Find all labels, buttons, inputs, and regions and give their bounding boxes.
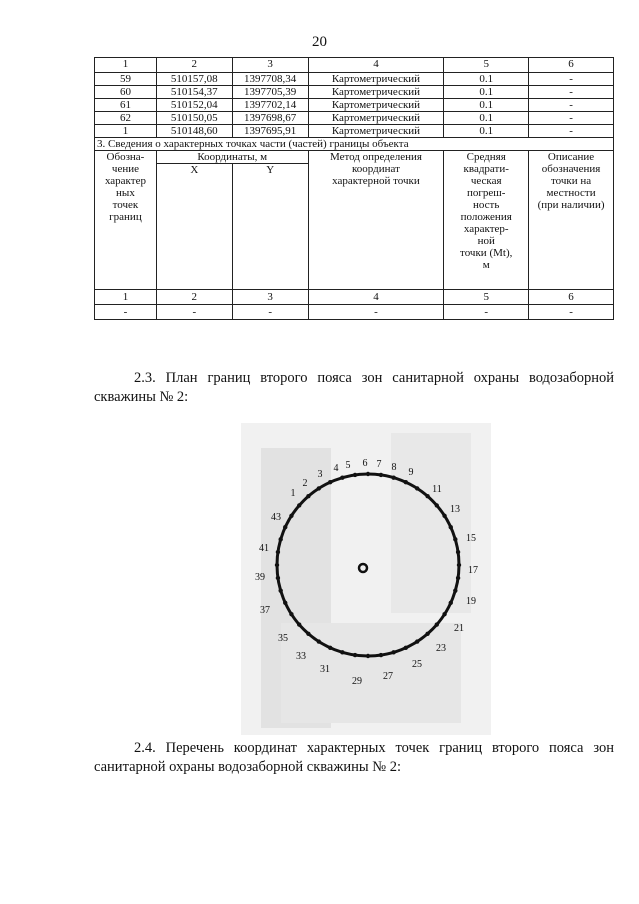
table-cell: 0.1: [444, 125, 529, 138]
point-label: 29: [352, 676, 362, 687]
point-label: 43: [271, 512, 281, 523]
boundary-point: [353, 473, 357, 477]
boundary-point: [289, 612, 293, 616]
boundary-point: [449, 525, 453, 529]
table-cell: 59: [95, 73, 157, 86]
table-row: [95, 73, 614, 86]
boundary-point: [391, 650, 395, 654]
boundary-point: [340, 650, 344, 654]
table-cell: 1397698,67: [232, 112, 308, 125]
boundary-point: [276, 576, 280, 580]
point-label: 9: [408, 467, 414, 478]
table-cell: 0.1: [444, 99, 529, 112]
table-cell: -: [529, 305, 614, 320]
number-cell: 5: [444, 290, 529, 305]
table-row: [95, 99, 614, 112]
table-cell: 0.1: [444, 73, 529, 86]
boundary-point: [435, 622, 439, 626]
boundary-point: [453, 588, 457, 592]
coordinates-label: Координаты, м: [157, 151, 308, 164]
boundary-point: [328, 646, 332, 650]
boundary-point: [366, 472, 370, 476]
boundary-point: [283, 601, 287, 605]
table-row: [95, 112, 614, 125]
table-cell: Картометрический: [308, 73, 444, 86]
table-cell: 1: [95, 125, 157, 138]
table-cell: -: [444, 305, 529, 320]
table-cell: 510148,60: [156, 125, 232, 138]
zone-boundary-plan: [241, 423, 491, 735]
table-cell: 510150,05: [156, 112, 232, 125]
point-label: 15: [466, 533, 476, 544]
table-cell: -: [529, 112, 614, 125]
point-label: 19: [466, 596, 476, 607]
boundary-point: [425, 632, 429, 636]
xy-subheaders: [157, 164, 308, 289]
method-header: Метод определения координат характерной точки: [308, 151, 444, 290]
point-label: 2: [302, 478, 308, 489]
table-cell: Картометрический: [308, 112, 444, 125]
table-cell: 510154,37: [156, 86, 232, 99]
point-label: 37: [260, 605, 270, 616]
point-label: 21: [454, 623, 464, 634]
boundary-point: [457, 563, 461, 567]
point-label: 25: [412, 659, 422, 670]
map-texture: [391, 433, 471, 613]
boundary-point: [456, 576, 460, 580]
table-cell: -: [529, 73, 614, 86]
coordinates-header: [156, 151, 308, 290]
number-cell: 3: [232, 290, 308, 305]
number-cell: 6: [529, 290, 614, 305]
boundary-point: [276, 550, 280, 554]
table-cell: Картометрический: [308, 86, 444, 99]
boundary-point: [404, 480, 408, 484]
header-cell: 5: [444, 58, 529, 73]
boundary-point: [328, 480, 332, 484]
point-label: 1: [290, 488, 296, 499]
table-cell: 1397705,39: [232, 86, 308, 99]
accuracy-header: Средняя квадрати- ческая погреш- ность положения характер- ной точки (Mt), м: [444, 151, 529, 290]
header-cell: 2: [156, 58, 232, 73]
header-cell: 1: [95, 58, 157, 73]
number-cell: 4: [308, 290, 444, 305]
boundary-point: [289, 514, 293, 518]
point-label: 7: [376, 459, 382, 470]
header-cell: 6: [529, 58, 614, 73]
table-cell: 0.1: [444, 86, 529, 99]
point-label: 27: [383, 671, 393, 682]
boundary-point: [435, 503, 439, 507]
section-title-row: [95, 138, 614, 151]
point-label: 33: [296, 651, 306, 662]
boundary-point: [297, 622, 301, 626]
table-cell: 510152,04: [156, 99, 232, 112]
boundary-point: [306, 494, 310, 498]
table-cell: 60: [95, 86, 157, 99]
table-cell: 1397702,14: [232, 99, 308, 112]
x-header: X: [157, 164, 233, 289]
boundary-point: [283, 525, 287, 529]
table-cell: -: [529, 86, 614, 99]
table-cell: 62: [95, 112, 157, 125]
table-cell: 510157,08: [156, 73, 232, 86]
boundary-point: [415, 486, 419, 490]
boundary-point: [317, 486, 321, 490]
table-cell: 1397708,34: [232, 73, 308, 86]
boundary-point: [340, 475, 344, 479]
section-3-number-row: [95, 290, 614, 305]
boundary-point: [442, 612, 446, 616]
point-label: 4: [333, 463, 339, 474]
boundary-point: [275, 563, 279, 567]
section-3-header-row: [95, 151, 614, 290]
boundary-point: [278, 588, 282, 592]
page-number: 20: [312, 34, 327, 50]
boundary-point: [278, 537, 282, 541]
point-label: 41: [259, 543, 269, 554]
table-cell: 0.1: [444, 112, 529, 125]
point-label: 5: [345, 460, 351, 471]
boundary-point: [456, 550, 460, 554]
boundary-point: [404, 646, 408, 650]
boundary-point: [425, 494, 429, 498]
boundary-point: [391, 475, 395, 479]
table-cell: 61: [95, 99, 157, 112]
boundary-point: [306, 632, 310, 636]
point-label: 23: [436, 643, 446, 654]
point-label: 3: [317, 469, 323, 480]
number-cell: 1: [95, 290, 157, 305]
table-cell: -: [529, 99, 614, 112]
section-3-data-row: [95, 305, 614, 320]
point-label: 31: [320, 664, 330, 675]
point-label: 13: [450, 504, 460, 515]
boundary-point: [453, 537, 457, 541]
table-cell: 1397695,91: [232, 125, 308, 138]
boundary-point: [415, 639, 419, 643]
table-cell: Картометрический: [308, 125, 444, 138]
table-cell: -: [232, 305, 308, 320]
table-cell: Картометрический: [308, 99, 444, 112]
y-header: Y: [266, 164, 275, 176]
boundary-point: [317, 639, 321, 643]
table-cell: -: [156, 305, 232, 320]
boundary-point: [379, 473, 383, 477]
boundary-point: [366, 654, 370, 658]
boundary-point: [379, 653, 383, 657]
paragraph-2-3: 2.3. План границ второго пояса зон санитарной охраны водозаборной скважины № 2:: [94, 370, 614, 405]
point-label: 6: [362, 458, 368, 469]
coordinates-table: [94, 57, 614, 320]
table-row: [95, 86, 614, 99]
header-cell: 4: [308, 58, 444, 73]
table-row: [95, 125, 614, 138]
point-label: 11: [432, 484, 442, 495]
section-3-title: 3. Сведения о характерных точках части (частей) границы объекта: [95, 138, 614, 151]
boundary-point: [297, 503, 301, 507]
point-label: 35: [278, 633, 288, 644]
table-cell: -: [529, 125, 614, 138]
boundary-point: [442, 514, 446, 518]
map-texture: [281, 623, 461, 723]
point-label: 8: [391, 462, 397, 473]
point-label: 39: [255, 572, 265, 583]
boundary-point: [353, 653, 357, 657]
table-cell: -: [95, 305, 157, 320]
number-cell: 2: [156, 290, 232, 305]
header-cell: 3: [232, 58, 308, 73]
point-label: 17: [468, 565, 478, 576]
paragraph-2-4: 2.4. Перечень координат характерных точек границ второго пояса зон санитарной охраны водозаборной скважины № 2:: [94, 740, 614, 775]
table-cell: -: [308, 305, 444, 320]
table-header-row: [95, 58, 614, 73]
designation-header: Обозна- чение характер ных точек границ: [95, 151, 157, 290]
boundary-point: [449, 601, 453, 605]
description-header: Описание обозначения точки на местности (при наличии): [529, 151, 614, 290]
